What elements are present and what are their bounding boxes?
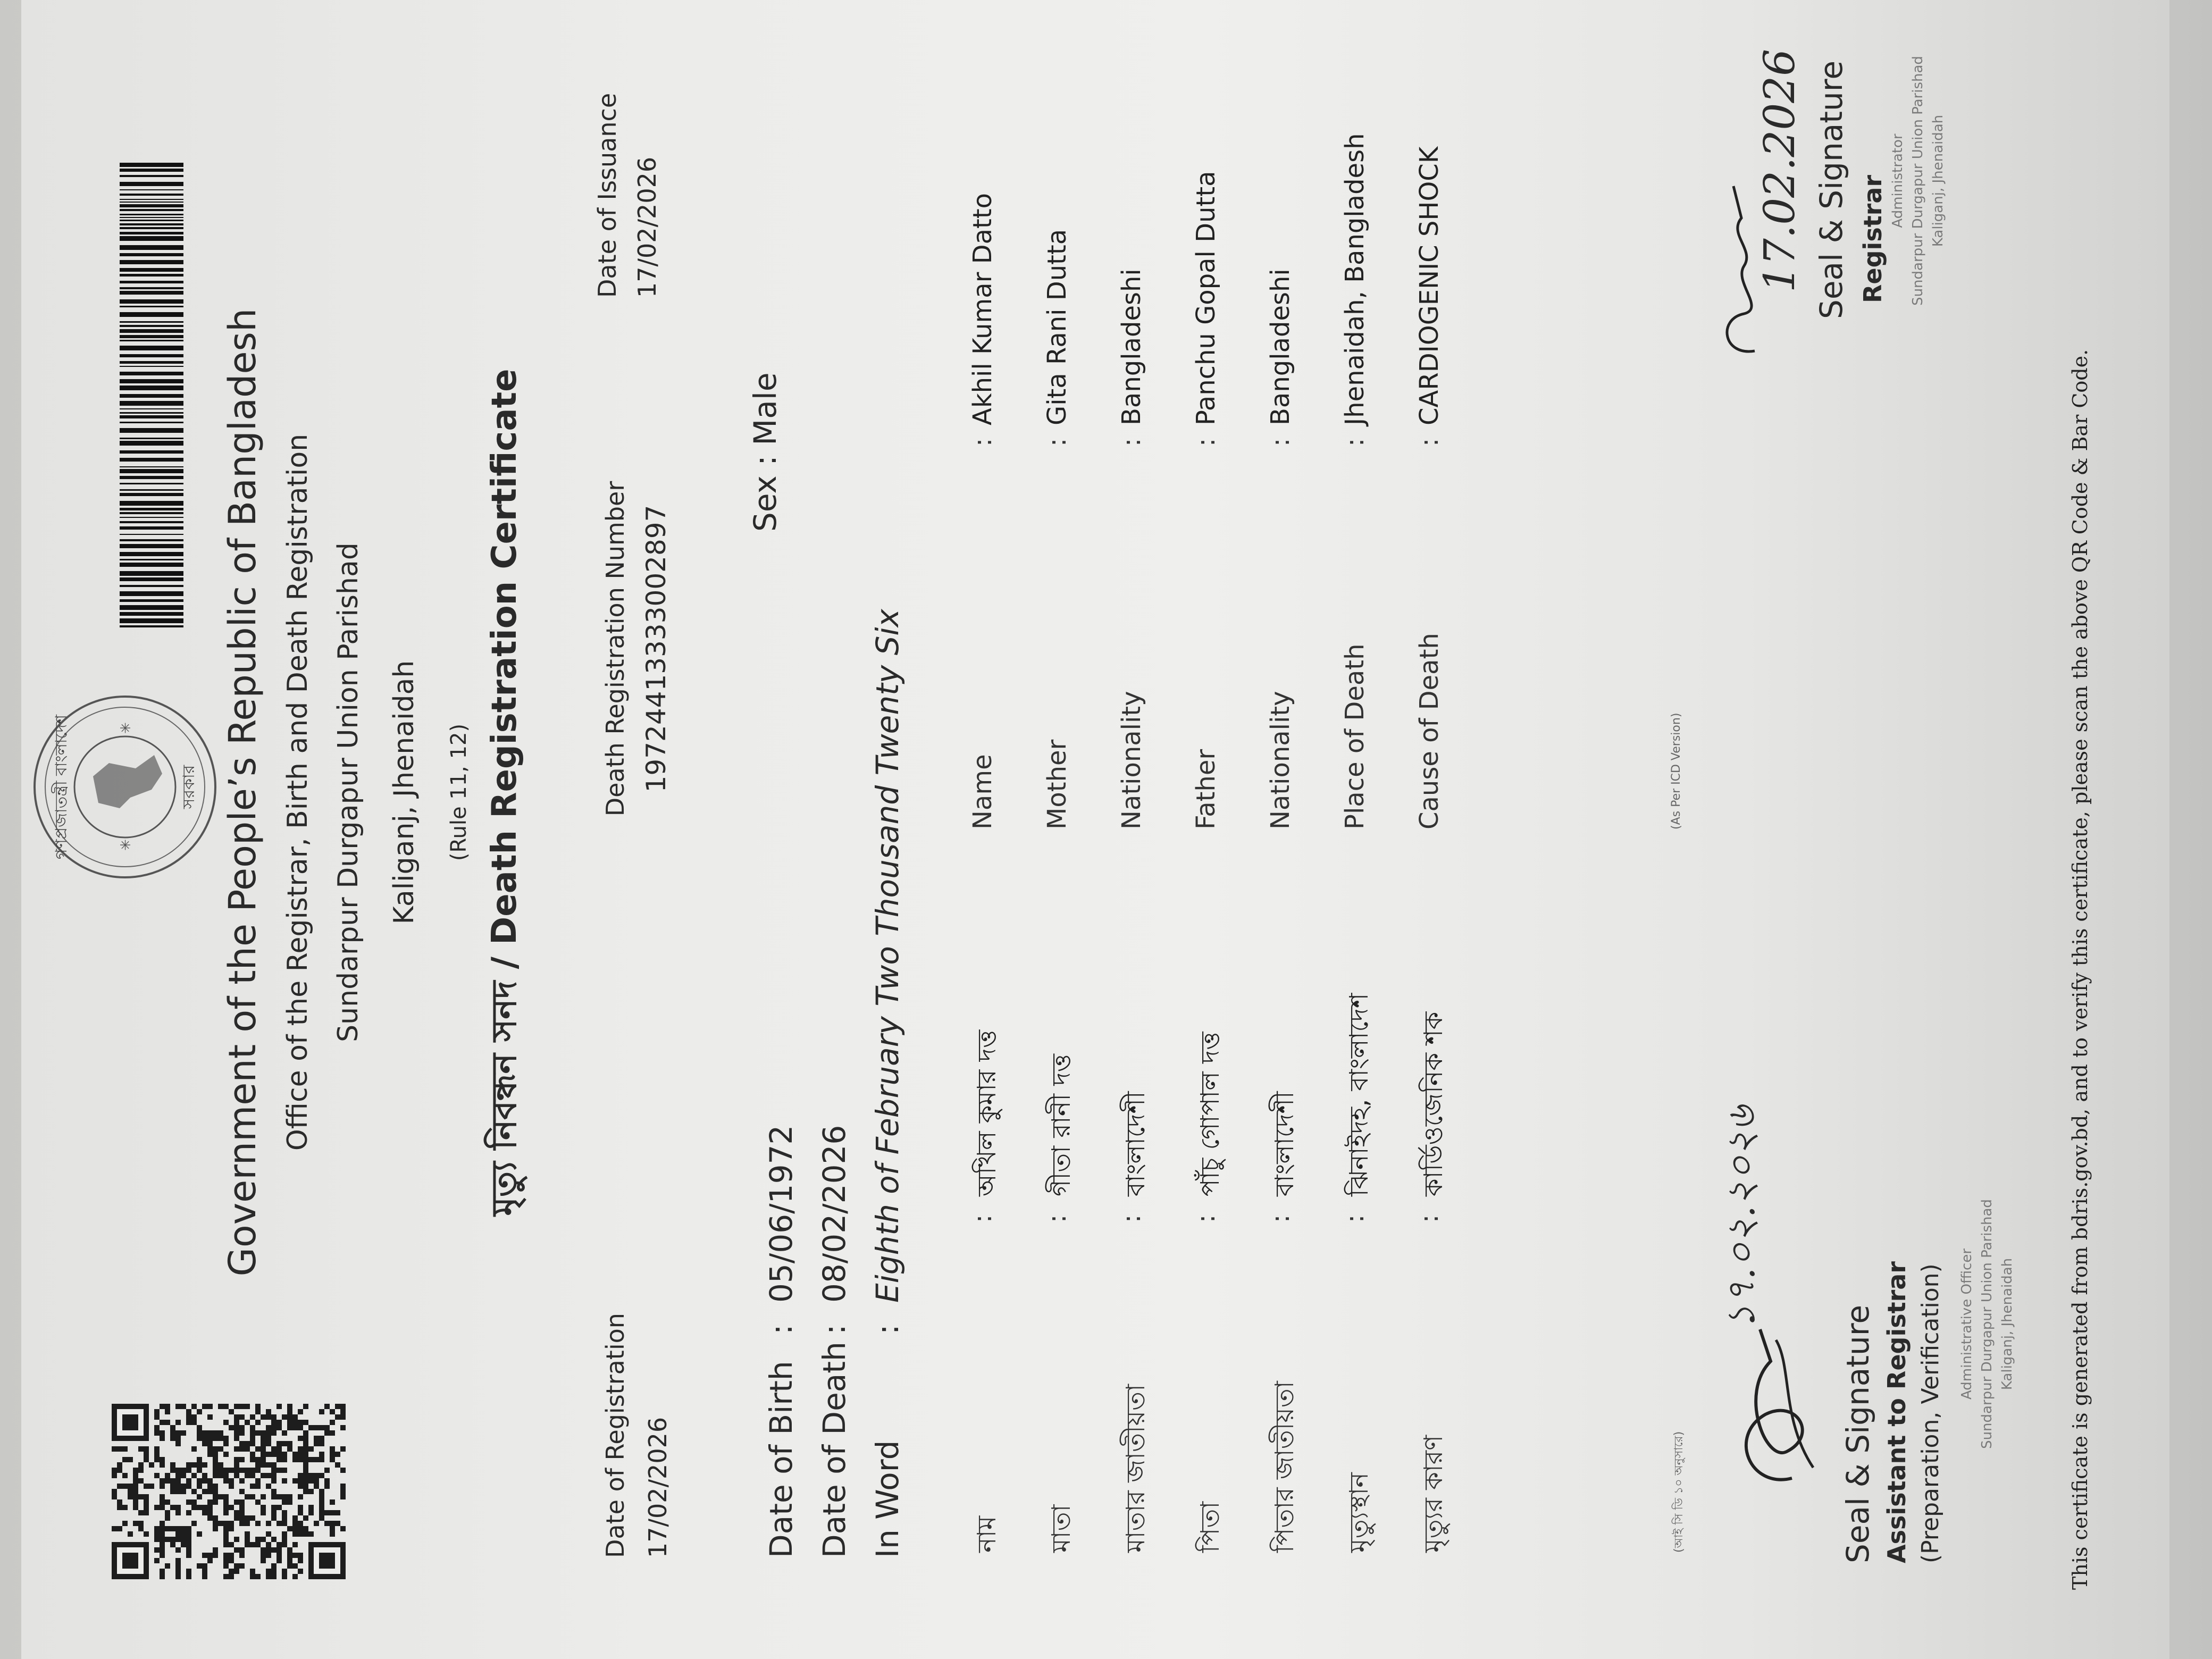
bn-separator: : <box>1414 1214 1444 1223</box>
bn-value: অখিল কুমার দত্ত <box>972 1029 1002 1196</box>
en-separator: : <box>1191 438 1221 447</box>
bn-label: মাতা <box>1046 1504 1076 1553</box>
sex-value: Male <box>747 372 783 446</box>
bn-label: পিতা <box>1195 1501 1225 1553</box>
bn-label: মৃত্যুস্থান <box>1344 1472 1374 1553</box>
left-seal-label: Seal & Signature <box>1840 1304 1876 1563</box>
government-seal <box>29 691 221 883</box>
en-separator: : <box>1117 438 1146 447</box>
right-stamp-line: Sundarpur Durgapur Union Parishad <box>1910 56 1926 306</box>
left-stamp-line: Kaliganj, Jhenaidah <box>1999 1258 2015 1390</box>
inword-label: In Word <box>869 1440 906 1558</box>
header-location: Kaliganj, Jhenaidah <box>388 660 420 925</box>
bn-label: নাম <box>972 1515 1002 1553</box>
left-stamp-line: Sundarpur Durgapur Union Parishad <box>1979 1199 1995 1449</box>
certificate-document <box>21 0 2191 1659</box>
right-seal-label: Seal & Signature <box>1813 60 1849 319</box>
bangla-cause-note: (আই সি ডি ১০ অনুসারে) <box>1672 1431 1686 1553</box>
en-label: Mother <box>1042 739 1072 830</box>
bn-label: মাতার জাতীয়তা <box>1121 1384 1151 1553</box>
sex-field <box>747 372 783 532</box>
en-separator: : <box>1414 438 1444 447</box>
sex-separator: : <box>747 455 783 466</box>
bn-label: পিতার জাতীয়তা <box>1270 1381 1300 1553</box>
en-separator: : <box>1340 438 1370 447</box>
bn-separator: : <box>1117 1214 1146 1223</box>
birth-date-label: Date of Birth <box>763 1361 799 1558</box>
issuance-date-label: Date of Issuance <box>593 93 622 298</box>
registration-number-label: Death Registration Number <box>601 481 630 817</box>
en-separator: : <box>968 438 998 447</box>
header-office: Office of the Registrar, Birth and Death Registration <box>282 433 314 1151</box>
header-union-parishad: Sundarpur Durgapur Union Parishad <box>332 542 364 1042</box>
en-label: Cause of Death <box>1414 633 1444 830</box>
paper-background <box>21 0 2169 1659</box>
en-value: Bangladeshi <box>1266 269 1295 425</box>
bn-value: গীতা রানী দত্ত <box>1046 1054 1076 1196</box>
birth-date-separator: : <box>763 1324 799 1335</box>
en-separator: : <box>1042 438 1072 447</box>
en-value: Jhenaidah, Bangladesh <box>1340 133 1370 425</box>
certificate-title: মৃত্যু নিবন্ধন সনদ / Death Registration Certificate <box>485 368 524 1216</box>
bn-separator: : <box>1266 1214 1295 1223</box>
sex-label: Sex <box>747 475 783 532</box>
bn-value: ঝিনাইদহ, বাংলাদেশ <box>1344 993 1374 1196</box>
bn-separator: : <box>1340 1214 1370 1223</box>
bn-separator: : <box>1042 1214 1072 1223</box>
bn-separator: : <box>968 1214 998 1223</box>
en-label: Father <box>1191 749 1221 830</box>
en-label: Name <box>968 754 998 830</box>
left-handwritten-date: ১৭.০২.২০২৬ <box>1719 1105 1763 1329</box>
left-stamp <box>1957 1085 2017 1563</box>
assistant-registrar-title: Assistant to Registrar <box>1882 1261 1911 1563</box>
verification-footer: This certificate is generated from bdris.gov.bd, and to verify this certificate, please scan the above QR Code & Bar Code. <box>2068 349 2092 1590</box>
right-stamp-line: Administrator <box>1890 133 1906 228</box>
left-stamp-line: Administrative Officer <box>1959 1248 1975 1400</box>
death-date-separator: : <box>816 1324 852 1335</box>
bn-value: বাংলাদেশী <box>1270 1091 1300 1196</box>
inword-value: Eighth of February Two Thousand Twenty Six <box>869 609 906 1303</box>
header-government: Government of the People’s Republic of Bangladesh <box>221 308 264 1277</box>
bn-value: পাঁচু গোপাল দত্ত <box>1195 1032 1225 1196</box>
english-cause-note: (As Per ICD Version) <box>1670 713 1683 830</box>
assistant-registrar-note: (Preparation, Verification) <box>1917 1263 1944 1563</box>
en-value: Akhil Kumar Datto <box>968 192 998 425</box>
right-stamp-line: Kaliganj, Jhenaidah <box>1930 114 1946 247</box>
inword-separator: : <box>869 1324 906 1335</box>
birth-date-value: 05/06/1972 <box>763 1125 799 1303</box>
barcode <box>120 154 183 627</box>
death-date-label: Date of Death <box>816 1342 852 1558</box>
seal-text-bottom: সরকার <box>180 765 198 809</box>
en-value: CARDIOGENIC SHOCK <box>1414 146 1444 425</box>
right-stamp <box>1888 11 1948 351</box>
en-separator: : <box>1266 438 1295 447</box>
en-label: Place of Death <box>1340 643 1370 830</box>
en-value: Gita Rani Dutta <box>1042 229 1072 425</box>
registration-number-value: 19724413333002897 <box>641 505 672 793</box>
svg-text:✳: ✳ <box>118 839 134 851</box>
header-rule: (Rule 11, 12) <box>447 723 471 861</box>
qr-code <box>112 1404 346 1579</box>
en-value: Panchu Gopal Dutta <box>1191 171 1221 425</box>
bn-label: মৃত্যুর কারণ <box>1419 1435 1448 1553</box>
registration-date-label: Date of Registration <box>601 1313 630 1558</box>
bn-value: কার্ডিওজেনিক শক <box>1419 1011 1448 1196</box>
en-label: Nationality <box>1266 691 1295 830</box>
bn-separator: : <box>1191 1214 1221 1223</box>
death-date-value: 08/02/2026 <box>816 1125 852 1303</box>
registration-date-value: 17/02/2026 <box>643 1417 672 1558</box>
en-label: Nationality <box>1117 691 1146 830</box>
registrar-title: Registrar <box>1858 174 1887 303</box>
svg-text:✳: ✳ <box>118 722 134 734</box>
bn-value: বাংলাদেশী <box>1121 1091 1151 1196</box>
seal-text-top: গণপ্রজাতন্ত্রী বাংলাদেশ <box>52 714 71 860</box>
en-value: Bangladeshi <box>1117 269 1146 425</box>
issuance-date-value: 17/02/2026 <box>633 156 661 298</box>
right-handwritten-date: 17.02.2026 <box>1755 48 1804 292</box>
